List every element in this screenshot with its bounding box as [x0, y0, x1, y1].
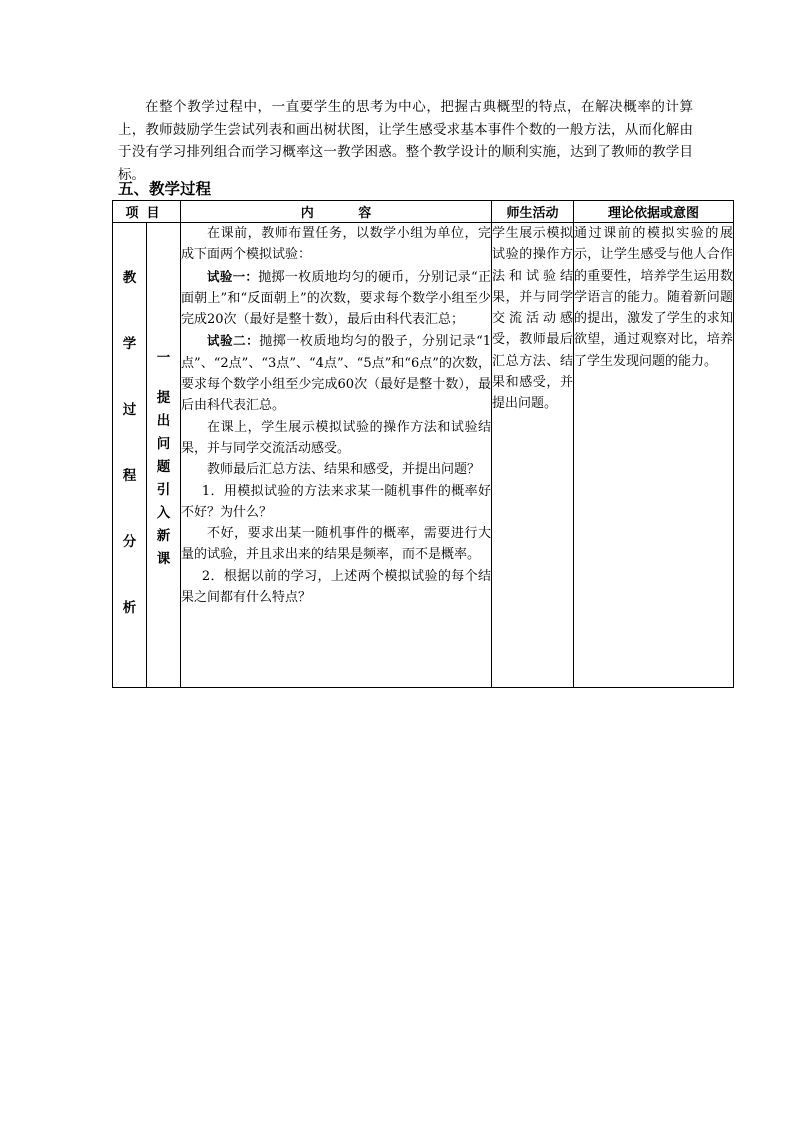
- experiment-two: [181, 330, 491, 416]
- stage-cell: [147, 223, 181, 688]
- experiment-one-text: 抛掷一枚质地均匀的硬币，分别记录“正面朝上”和“反面朝上”的次数，要求每个数学小组至少完成20次（最好是整十数），最后由科代表汇总；: [181, 269, 492, 328]
- phase-char: 学: [122, 336, 137, 352]
- stage-char: 引: [156, 482, 171, 498]
- header-content: 内 容: [181, 201, 492, 223]
- section-heading: 五、教学过程: [118, 180, 212, 198]
- experiment-two-label: 试验二：: [207, 333, 260, 349]
- content-paragraph: 教师最后汇总方法、结果和感受，并提出问题？: [207, 462, 481, 478]
- experiment-one: [181, 266, 491, 331]
- table-row: [113, 223, 734, 688]
- header-activity: 师生活动: [492, 201, 574, 223]
- stage-char: 提: [156, 390, 171, 406]
- phase-char: 过: [122, 402, 137, 418]
- activity-cell: 学生展示模拟试验的操作方法和试验结果，并与同学交流活动感受，教师最后汇总方法、结果和感受，并提出问题。: [492, 223, 574, 688]
- experiment-two-text: 抛掷一枚质地均匀的骰子，分别记录“1点”、“2点”、“3点”、“4点”、“5点”和“6点”的次数，要求每个数学小组至少完成60次（最好是整十数），最后由科代表汇总。: [181, 334, 492, 414]
- stage-char: 问: [156, 436, 171, 452]
- question-one: 1．用模拟试验的方法来求某一随机事件的概率好不好？为什么？: [181, 483, 492, 520]
- answer-one: 不好，要求出某一随机事件的概率，需要进行大量的试验，并且求出来的结果是频率，而不是概率。: [181, 526, 492, 563]
- stage-char: 入: [156, 505, 171, 521]
- stage-char: 题: [156, 459, 171, 475]
- experiment-one-label: 试验一：: [207, 268, 259, 284]
- theory-cell: 通过课前的模拟实验的展示，让学生感受与他人合作的重要性，培养学生运用数学语言的能力。随着新问题的提出，激发了学生的求知欲望，通过观察对比，培养了学生发现问题的能力。: [574, 223, 734, 688]
- phase-char: 程: [122, 468, 137, 484]
- content-paragraph: 在课上，学生展示模拟试验的操作方法和试验结果，并与同学交流活动感受。: [181, 419, 492, 456]
- phase-char: 分: [122, 534, 137, 550]
- phase-char: 析: [122, 600, 137, 616]
- content-paragraph: 在课前，教师布置任务，以数学小组为单位，完成下面两个模拟试验：: [181, 226, 492, 263]
- stage-char: 出: [156, 413, 171, 429]
- question-two: 2．根据以前的学习，上述两个模拟试验的每个结果之间都有什么特点？: [181, 568, 492, 606]
- phase-cell: [113, 223, 147, 688]
- phase-label: [113, 267, 146, 663]
- table-header-row: [113, 201, 734, 223]
- intro-paragraph: 在整个教学过程中，一直要学生的思考为中心，把握古典概型的特点，在解决概率的计算上，教师鼓励学生尝试列表和画出树状图，让学生感受求基本事件个数的一般方法，从而化解由于没有学习排列组合而学习概率这一教学困惑。整个教学设计的顺利实施，达到了教师的教学目标。: [118, 99, 693, 183]
- stage-label: [147, 347, 180, 571]
- stage-char: 新: [156, 528, 171, 544]
- content-cell: [181, 223, 492, 688]
- phase-char: 教: [122, 270, 137, 286]
- teaching-process-table: [112, 200, 734, 688]
- header-item: 项目: [113, 201, 181, 223]
- stage-char: 课: [156, 551, 171, 567]
- stage-number: 一: [156, 350, 171, 366]
- header-theory: 理论依据或意图: [574, 201, 734, 223]
